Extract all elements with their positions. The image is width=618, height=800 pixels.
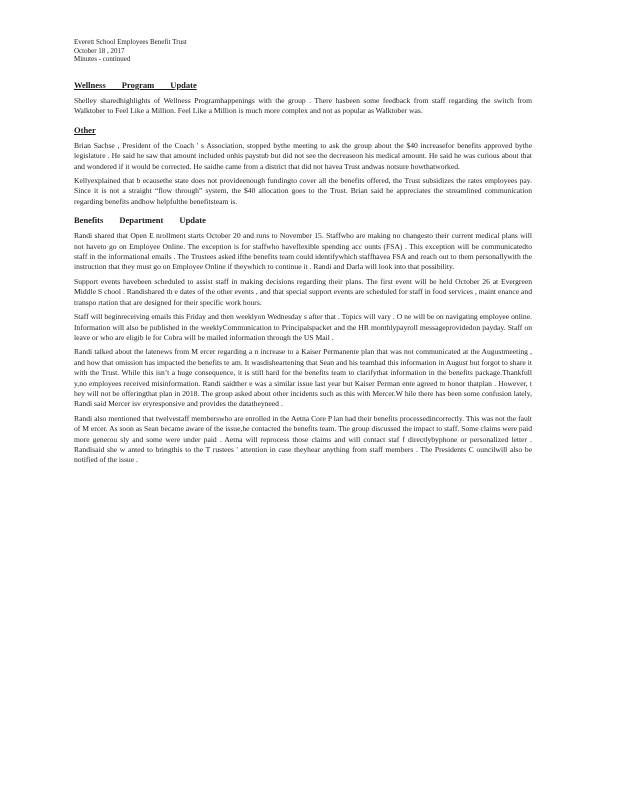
document-body bbox=[74, 80, 532, 474]
section-benefits-department bbox=[74, 215, 532, 466]
paragraph: Randi talked about the latenews from M ercer regarding a n increase to a Kaiser Permanente plan that was not communicated at the Augustmeeting , and how that omission has impacted the benefits te am. It wasdisheartening that Sean and his teamhad this information in August but forgot to share it with the Trust. While this isn’t a huge consequence, it is still hard for the benefits team to clarifythat information in the benefits package.Thankfull y,no employees received misinformation. Randi saidther e was a similar issue last year but Kaiser Perman ente agreed to honor thatplan . However, t hey will not be offeringthat plan in 2018. The group asked about other incidents such as this with Mercer.W hile there has been some confusion lately, Randi said Mercer isv eryresponsive and provides the datatheyneed . bbox=[74, 347, 532, 409]
paragraph: Shelley sharedhighlights of Wellness Programhappenings with the group . There hasbeen some feedback from staff regarding the switch from Walktober to Feel Like a Million. Feel Like a Million is much more complex and not as popular as Walktober was. bbox=[74, 96, 532, 116]
paragraph: Staff will beginreceiving emails this Friday and then weeklyon Wednesday s after that . Topics will vary . O ne will be on navigating employee online. Information will also be published in the weeklyCommunication to Principalspacket and the HR monthlypayroll messageprovidedon payday. Staff on leave or who are eligib le for Cobra will be mailed information through the US Mail . bbox=[74, 312, 532, 342]
section-heading: Wellness Program Update bbox=[74, 80, 197, 90]
paragraph: Support events havebeen scheduled to assist staff in making decisions regarding their plans. The first event will be held October 26 at Evergreen Middle S chool . Randishared th e dates of the other events , and that special support events are scheduled for staff in food services , maint enance and transpo rtation that are designed for their specific work hours. bbox=[74, 276, 532, 307]
header-date: October 18 , 2017 bbox=[74, 46, 125, 55]
header-minutes-label: Minutes - continued bbox=[74, 55, 131, 63]
section-heading: Other bbox=[74, 124, 96, 135]
header-organization: Everett School Employees Benefit Trust bbox=[74, 38, 187, 46]
section-wellness-program bbox=[74, 80, 532, 117]
paragraph: Kellyexplained that b ecausethe state does not provideenough fundingto cover all the benefits offered, the Trust subsidizes the rates employees pay. Since it is not a straight “flow through” system, the $40 allocation goes to the Trust. Brian said he appreciates the streamlined communication regarding benefits andhow helpfulthe benefitsteam is. bbox=[74, 176, 532, 206]
section-other bbox=[74, 125, 532, 207]
paragraph: Randi also mentioned that twelvestaff memberswho are enrolled in the Aetna Core P lan had their benefits processedincorrectly. This was not the fault of M ercer. As soon as Sean became aware of the issue,he contacted the benefits team. The group discussed the impact to staff. Some claims were paid more generou sly and some were under paid . Aetna will reprocess those claims and will contact staf f directlybyphone or personalized letter . Randisaid she w anted to bringthis to the T rustees ' attention in case theyhear anything from staff members . The Presidents C ouncilwill also be notified of the issue . bbox=[74, 413, 532, 465]
section-heading: Benefits Department Update bbox=[74, 215, 206, 226]
document-header bbox=[74, 38, 187, 64]
paragraph: Brian Sachse , President of the Coach ' s Association, stopped bythe meeting to ask the group about the $40 increasefor benefits approved bythe legislature . He said he saw that amount included onhis paystub but did not see the decreaseon his medical amount. He said he was curious about that and wondered if it would be corrected. He saidhe came from a district that did not havea Trust andwas notsure howthatworked. bbox=[74, 140, 532, 171]
paragraph: Randi shared that Open E nrollment starts October 20 and runs to November 15. Staffwho are making no changesto their current medical plans will not haveto go on Employee Online. The exception is for staffwho haveflexible spending acc ounts (FSA) . This exception will be communicatedto staff in the informational emails . The Trustees asked ifthe benefits team could identifywhich staffhavea FSA and reach out to them personallywith the instruction that they must go on Employee Online if theywhich to continue it . Randi and Darla will look into that possibility. bbox=[74, 231, 532, 272]
